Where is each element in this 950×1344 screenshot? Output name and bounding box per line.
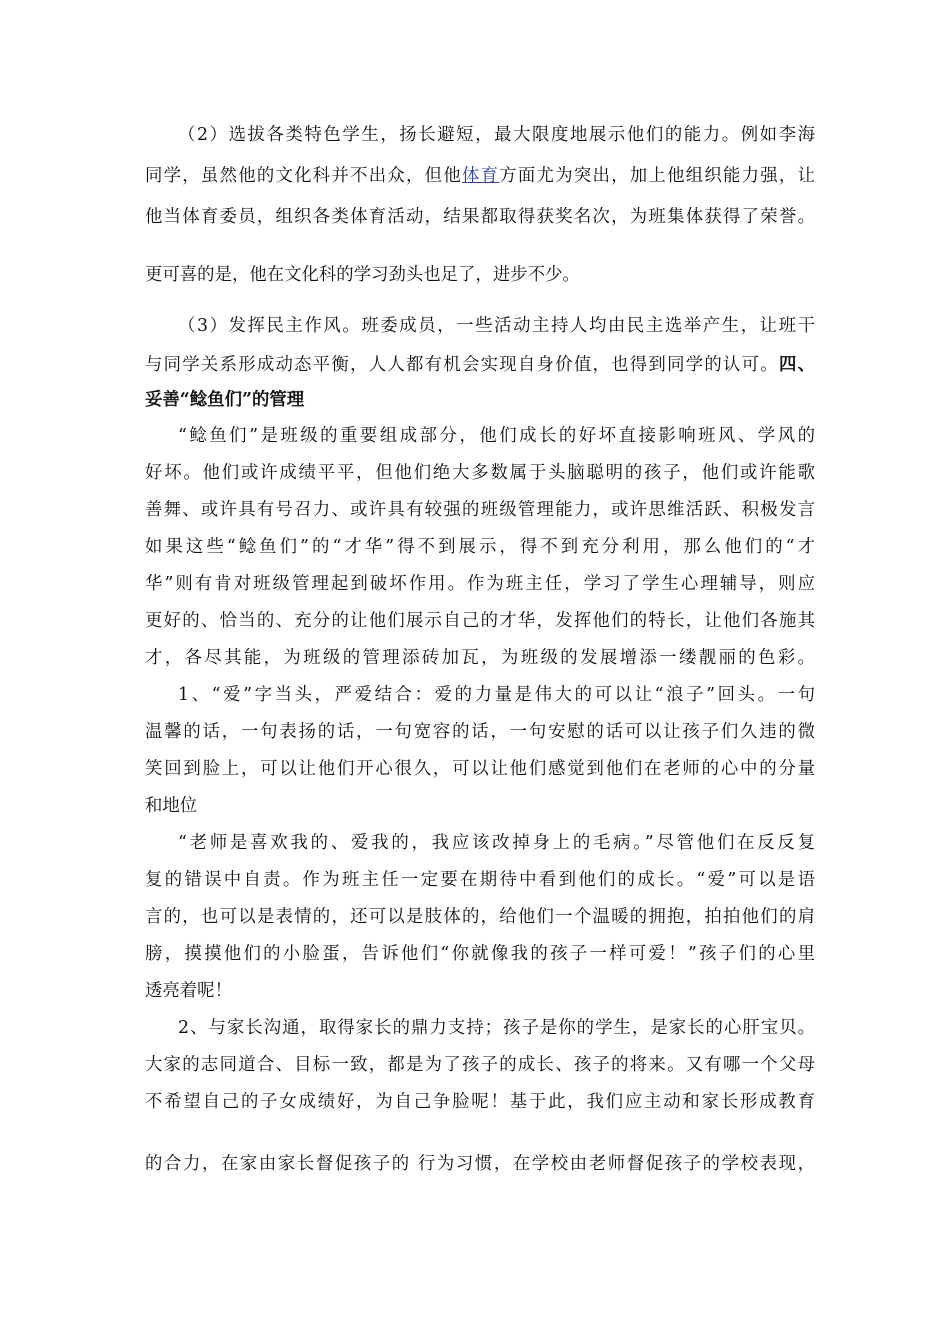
p3-line-3: 善舞、或许具有号召力、或许具有较强的班级管理能力，或许思维活跃、积极发言 [145, 500, 815, 520]
p1-line-2-after: 方面尤为突出，加上他组织能力强，让 [499, 166, 815, 186]
p2-line-1: （3）发挥民主作风。班委成员，一些活动主持人均由民主选举产生，让班干 [178, 316, 815, 336]
p4-line-3: 笑回到脸上，可以让他们开心很久，可以让他们感觉到他们在老师的心中的分量 [145, 759, 815, 779]
p5-line-4: 膀，摸摸他们的小脸蛋，告诉他们“你就像我的孩子一样可爱！”孩子们的心里 [145, 944, 815, 964]
p3-line-5: 华”则有肯对班级管理起到破坏作用。作为班主任，学习了学生心理辅导，则应 [145, 574, 815, 594]
p1-line-2 [145, 163, 815, 189]
section-heading: 妥善“鲶鱼们”的管理 [145, 390, 305, 410]
p6-line-1: 2、与家长沟通，取得家长的鼎力支持；孩子是你的学生，是家长的心肝宝贝。 [178, 1018, 815, 1038]
p1-line-1: （2）选拔各类特色学生，扬长避短，最大限度地展示他们的能力。例如李海 [178, 125, 815, 145]
p3-line-4: 如果这些“鲶鱼们”的“才华”得不到展示，得不到充分利用，那么他们的“才 [145, 537, 815, 557]
p5-line-3: 言的，也可以是表情的，还可以是肢体的，给他们一个温暖的拥抱，拍拍他们的肩 [145, 907, 815, 927]
p1-line-2-before: 同学，虽然他的文化科并不出众，但他 [145, 166, 462, 186]
p2-line-2 [145, 352, 815, 378]
section-heading-number: 四、 [778, 355, 815, 375]
p5-line-2: 复的错误中自责。作为班主任一定要在期待中看到他们的成长。“爱”可以是语 [145, 870, 815, 890]
p3-line-2: 好坏。他们或许成绩平平，但他们绝大多数属于头脑聪明的孩子，他们或许能歌 [145, 463, 815, 483]
p1-line-4: 更可喜的是，他在文化科的学习劲头也足了，进步不少。 [145, 265, 580, 285]
p6-line-4: 的合力，在家由家长督促孩子的 行为习惯，在学校由老师督促孩子的学校表现， [145, 1154, 815, 1174]
p5-line-5: 透亮着呢！ [145, 981, 232, 1001]
p3-line-7: 才，各尽其能，为班级的管理添砖加瓦，为班级的发展增添一缕靓丽的色彩。 [145, 648, 815, 668]
p4-line-1: 1、“爱”字当头，严爱结合：爱的力量是伟大的可以让“浪子”回头。一句 [178, 685, 815, 705]
p3-line-1: “鲶鱼们”是班级的重要组成部分，他们成长的好坏直接影响班风、学风的 [178, 426, 815, 446]
p2-line-2-text: 与同学关系形成动态平衡，人人都有机会实现自身价值，也得到同学的认可。 [145, 355, 779, 375]
p4-line-2: 温馨的话，一句表扬的话，一句宽容的话，一句安慰的话可以让孩子们久违的微 [145, 722, 815, 742]
p3-line-6: 更好的、恰当的、充分的让他们展示自己的才华，发挥他们的特长，让他们各施其 [145, 611, 815, 631]
p1-line-3: 他当体育委员，组织各类体育活动，结果都取得获奖名次，为班集体获得了荣誉。 [145, 207, 815, 227]
p6-line-2: 大家的志同道合、目标一致，都是为了孩子的成长、孩子的将来。又有哪一个父母 [145, 1055, 815, 1075]
p6-line-3: 不希望自己的子女成绩好，为自己争脸呢！基于此，我们应主动和家长形成教育 [145, 1092, 815, 1112]
p5-line-1: “老师是喜欢我的、爱我的，我应该改掉身上的毛病。”尽管他们在反反复 [178, 833, 815, 853]
sports-link[interactable]: 体育 [461, 166, 500, 186]
p4-line-4: 和地位 [145, 796, 198, 816]
